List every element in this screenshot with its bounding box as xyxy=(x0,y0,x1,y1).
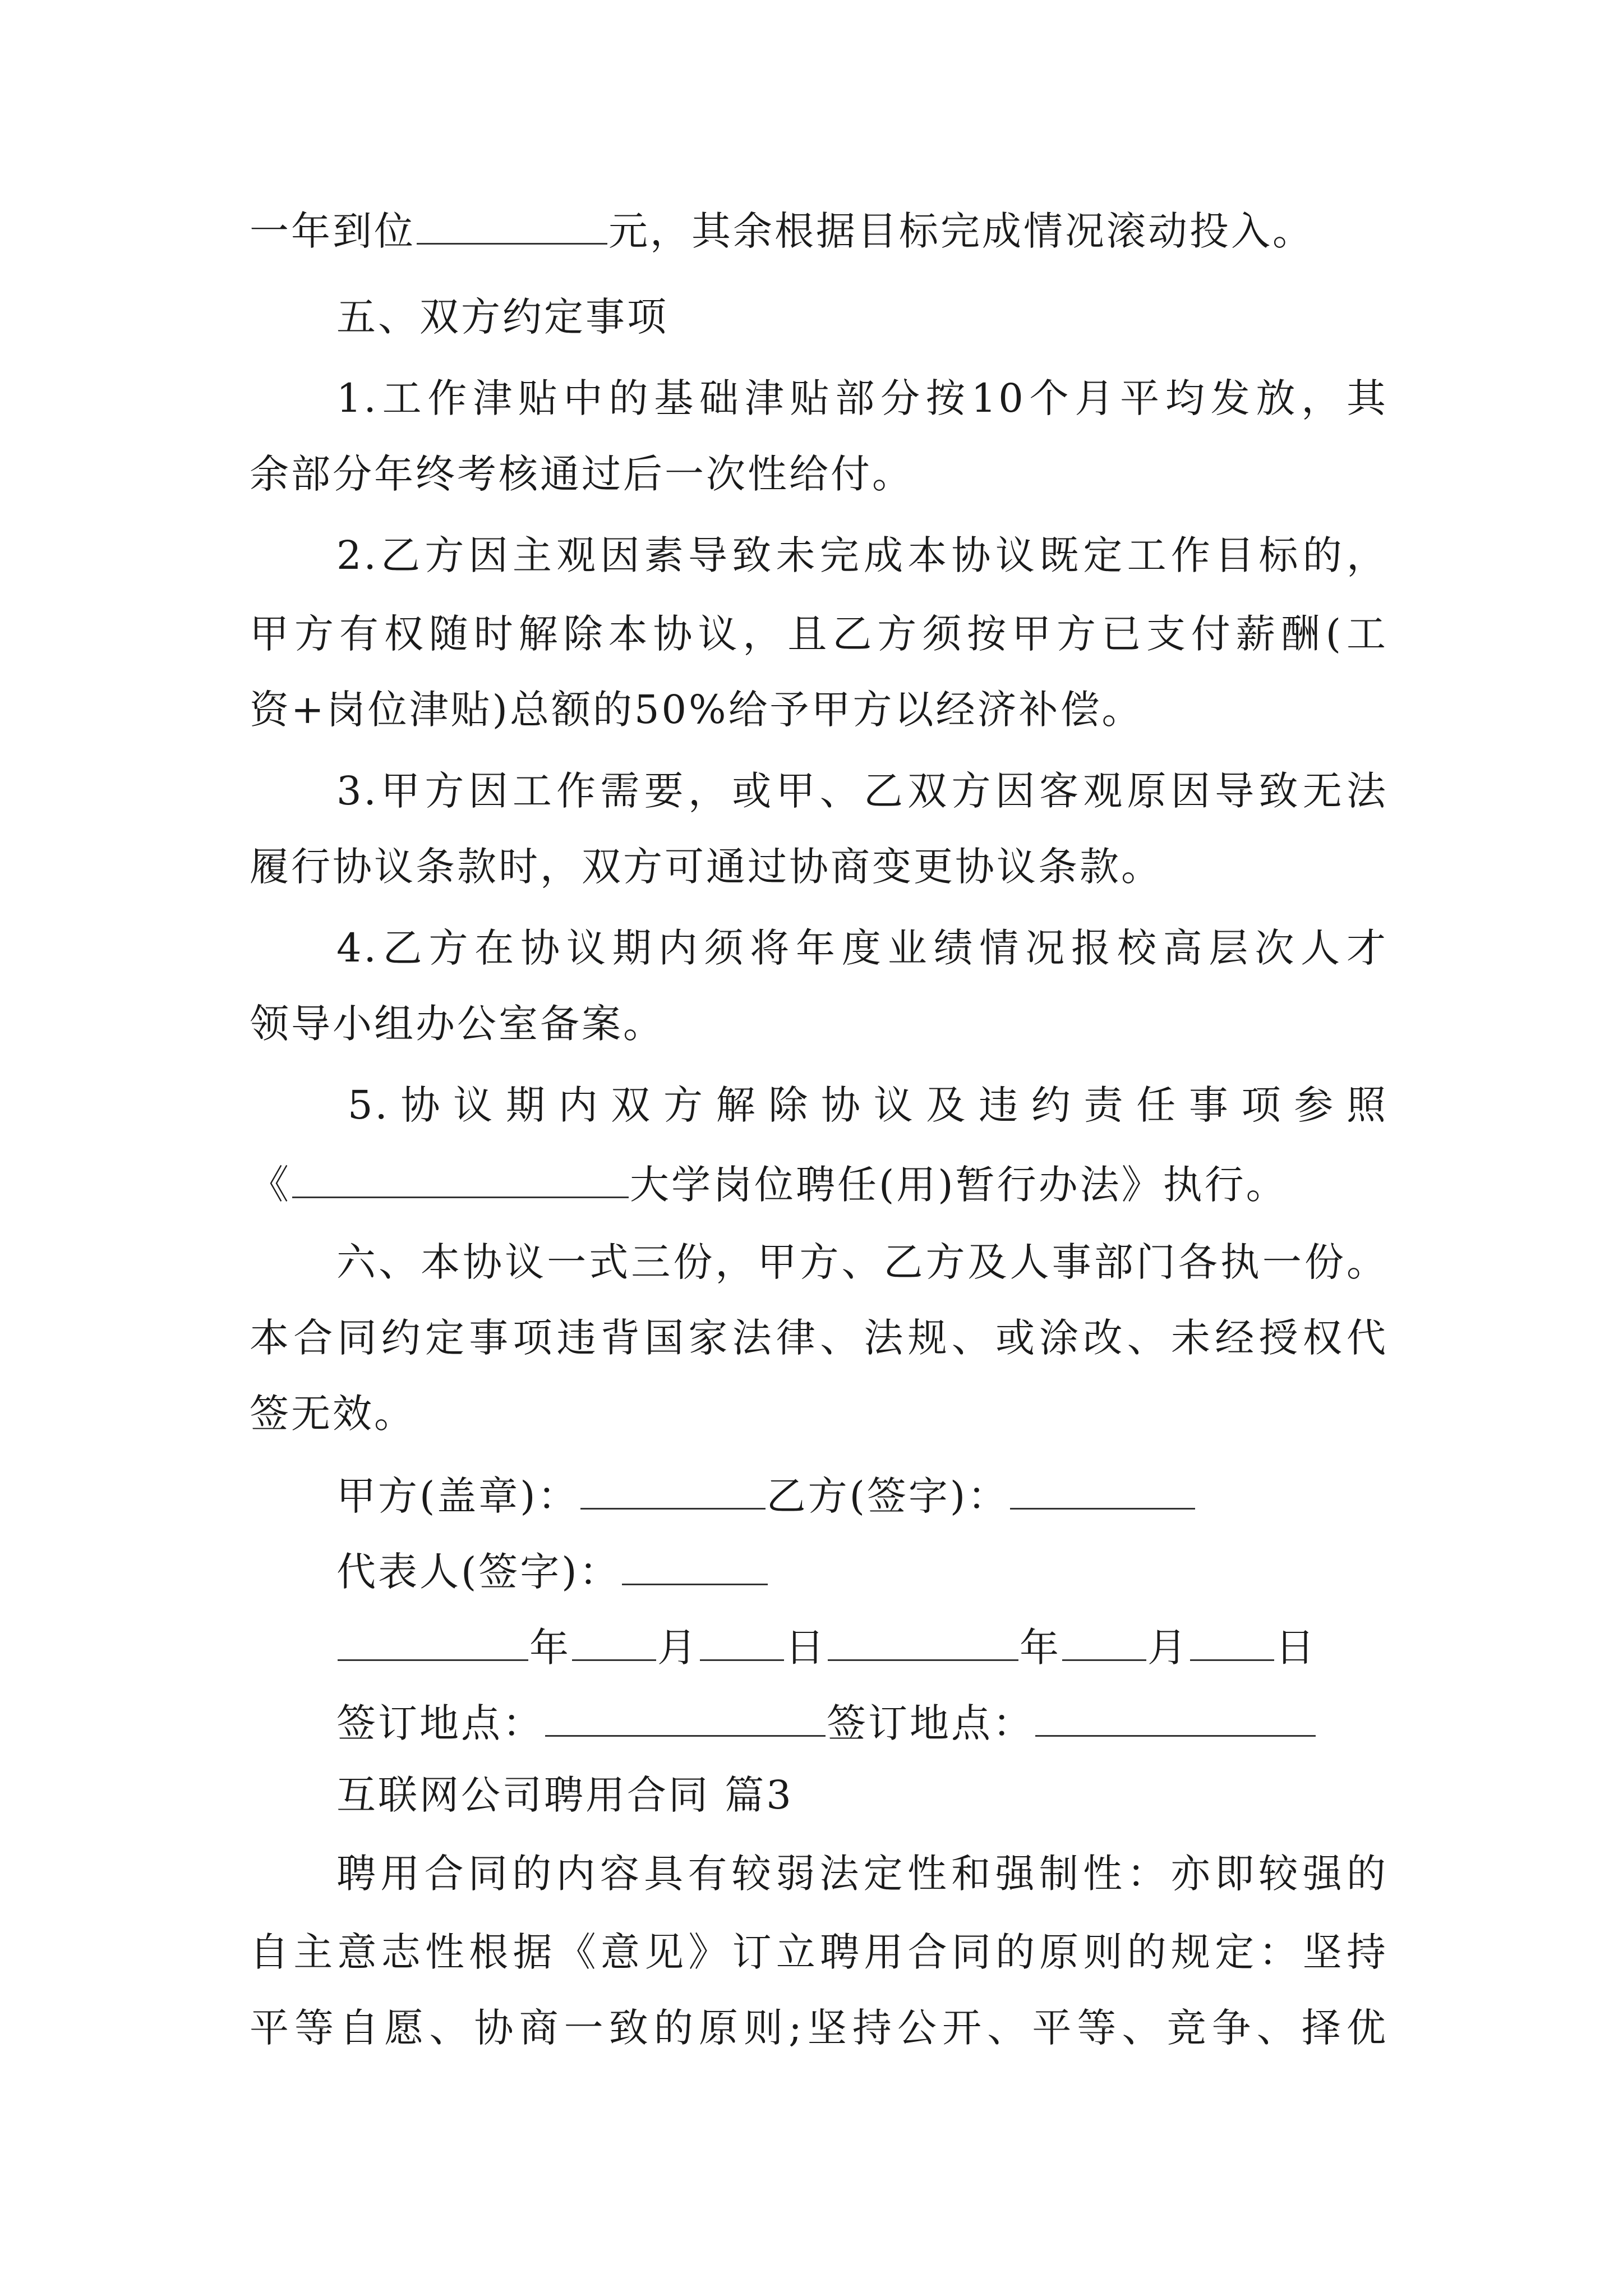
paragraph-line: 2.乙方因主观因素导致未完成本协议既定工作目标的， xyxy=(336,532,1388,578)
fill-in-blank[interactable] xyxy=(1035,1691,1316,1737)
label: 代表人(签字)： xyxy=(336,1549,621,1595)
label: 月 xyxy=(657,1625,699,1671)
signature-line xyxy=(336,1540,1388,1600)
paragraph-line: 1.工作津贴中的基础津贴部分按10个月平均发放，其 xyxy=(336,375,1388,421)
label: 签订地点： xyxy=(336,1700,544,1746)
label: 年 xyxy=(529,1625,571,1671)
paragraph-line: 4.乙方在协议期内须将年度业绩情况报校高层次人才 xyxy=(336,925,1388,971)
fill-in-blank[interactable] xyxy=(545,1691,826,1737)
label: 日 xyxy=(1275,1625,1317,1671)
fill-in-blank[interactable] xyxy=(700,1616,784,1661)
fill-in-blank[interactable] xyxy=(292,1153,629,1198)
location-line xyxy=(336,1691,1388,1751)
text-segment: 元，其余根据目标完成情况滚动投入。 xyxy=(608,208,1314,254)
text-line xyxy=(250,1153,1388,1213)
paragraph-line: 5.协议期内双方解除协议及违约责任事项参照 xyxy=(348,1082,1388,1128)
fill-in-blank[interactable] xyxy=(828,1616,1018,1661)
paragraph-line: 履行协议条款时，双方可通过协商变更协议条款。 xyxy=(250,844,1163,890)
paragraph-line: 资+岗位津贴)总额的50%给予甲方以经济补偿。 xyxy=(250,687,1144,733)
label: 甲方(盖章)： xyxy=(336,1473,579,1519)
paragraph-line: 3.甲方因工作需要，或甲、乙双方因客观原因导致无法 xyxy=(336,768,1388,814)
fill-in-blank[interactable] xyxy=(1010,1464,1195,1510)
label: 乙方(签字)： xyxy=(766,1473,1009,1519)
fill-in-blank[interactable] xyxy=(417,199,607,245)
label: 日 xyxy=(785,1625,827,1671)
text-segment: 一年到位 xyxy=(250,208,416,254)
paragraph-line: 聘用合同的内容具有较弱法定性和强制性：亦即较强的 xyxy=(336,1851,1388,1897)
fill-in-blank[interactable] xyxy=(1062,1616,1146,1661)
section-heading: 五、双方约定事项 xyxy=(336,294,668,340)
paragraph-line: 签无效。 xyxy=(250,1391,416,1437)
fill-in-blank[interactable] xyxy=(580,1464,766,1510)
fill-in-blank[interactable] xyxy=(1190,1616,1274,1661)
label: 签订地点： xyxy=(827,1700,1034,1746)
signature-line xyxy=(336,1464,1388,1524)
text-segment: 《 xyxy=(250,1162,291,1208)
paragraph-line: 六、本协议一式三份，甲方、乙方及人事部门各执一份。 xyxy=(336,1239,1388,1285)
paragraph-line: 领导小组办公室备案。 xyxy=(250,1001,665,1047)
label: 年 xyxy=(1020,1625,1061,1671)
label: 月 xyxy=(1147,1625,1189,1671)
fill-in-blank[interactable] xyxy=(622,1540,768,1585)
paragraph-line: 平等自愿、协商一致的原则;坚持公开、平等、竞争、择优 xyxy=(250,2005,1388,2051)
text-segment: 大学岗位聘任(用)暂行办法》执行。 xyxy=(630,1162,1288,1208)
paragraph-line: 余部分年终考核通过后一次性给付。 xyxy=(250,451,914,497)
section-title: 互联网公司聘用合同 篇3 xyxy=(336,1772,794,1818)
paragraph-line: 本合同约定事项违背国家法律、法规、或涂改、未经授权代 xyxy=(250,1315,1388,1361)
paragraph-line: 甲方有权随时解除本协议，且乙方须按甲方已支付薪酬(工 xyxy=(250,611,1388,657)
date-line xyxy=(336,1616,1388,1676)
fill-in-blank[interactable] xyxy=(572,1616,656,1661)
paragraph-line: 自主意志性根据《意见》订立聘用合同的原则的规定：坚持 xyxy=(250,1929,1388,1975)
text-line xyxy=(250,199,1388,259)
fill-in-blank[interactable] xyxy=(338,1616,528,1661)
